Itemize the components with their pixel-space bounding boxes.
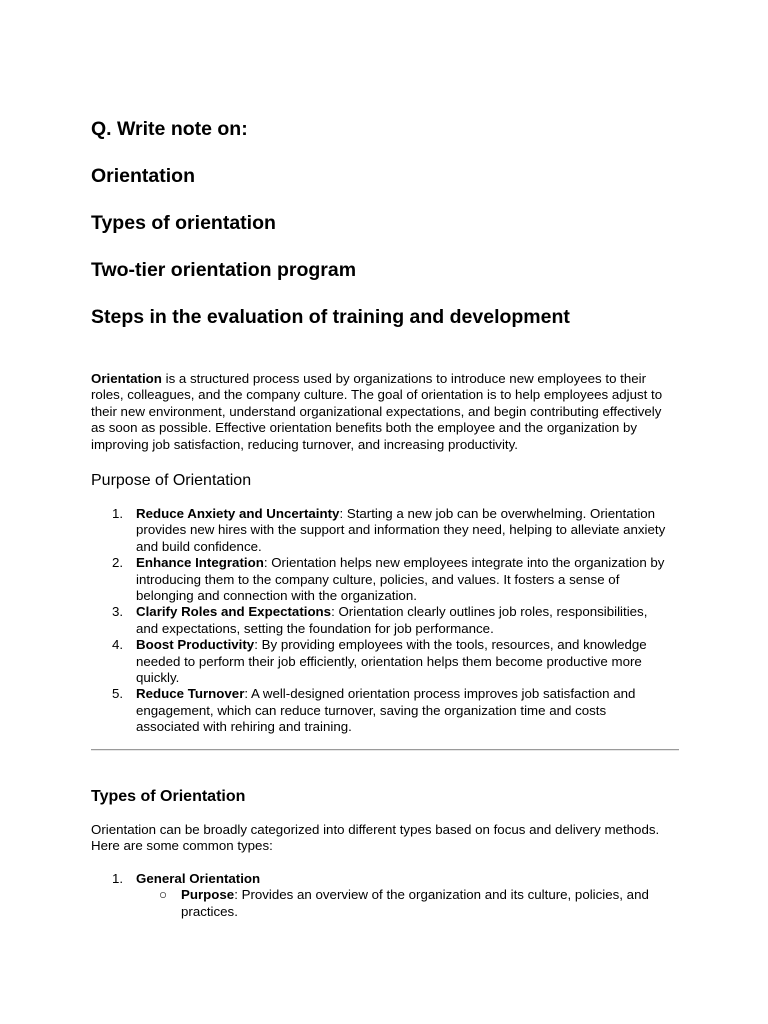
list-item-term: Reduce Anxiety and Uncertainty [136,506,340,521]
purpose-heading: Purpose of Orientation [91,472,252,489]
list-item-number: 2. [112,555,124,571]
list-item-text: : By providing employees with the tools, resources, and knowledge needed to perform their job efficiently, orientation helps them become productive more quickly. [136,637,647,686]
list-item-text: : Orientation helps new employees integrate into the organization by introducing them to the company culture, policies, and values. It fosters a sense of belonging and connection with the organization. [136,555,665,604]
list-item-number: 3. [112,604,124,620]
list-item-text: : A well-designed orientation process improves job satisfaction and engagement, which can reduce turnover, saving the organization time and costs associated with rehiring and training. [136,686,636,735]
list-item-text: : Orientation clearly outlines job roles, responsibilities, and expectations, setting the foundation for job performance. [136,604,648,636]
list-item-term: Enhance Integration [136,555,264,571]
types-heading: Types of Orientation [91,788,246,805]
list-item-term: Clarify Roles and Expectations [136,604,332,620]
list-item [91,637,667,686]
list-item-term: Reduce Turnover [136,686,245,702]
circle-bullet-icon: ○ [159,887,168,903]
list-item-title: General Orientation [136,871,261,886]
sub-list-item-term: Purpose [181,887,235,903]
question-item-types-of-orientation: Types of orientation [91,212,276,234]
types-intro-paragraph: Orientation can be broadly categorized into different types based on focus and delivery methods. Here are some common types: [91,822,660,854]
horizontal-divider [91,749,679,751]
intro-text: is a structured process used by organizations to introduce new employees to their roles, colleagues, and the company culture. The goal of orientation is to help employees adjust to their new environment, understand organizational expectations, and begin contributing effectively as soon as possible. Effective orientation benefits both the employee and the organization by improving job satisfaction, reducing turnover, and increasing productivity. [91,371,663,452]
purpose-list [91,506,679,736]
list-item [91,604,667,637]
list-item-number: 4. [112,637,124,653]
list-item-number: 1. [112,871,124,886]
sub-list-item [136,887,667,920]
list-item-number: 1. [112,506,124,521]
types-list [91,871,679,920]
list-item-number: 5. [112,686,124,702]
list-item-term: Boost Productivity [136,637,255,653]
question-title: Q. Write note on: [91,118,248,140]
list-item-text: : Starting a new job can be overwhelming. Orientation provides new hires with the support and information they need, helping to alleviate anxiety and build confidence. [136,506,666,554]
list-item [91,506,667,555]
intro-term: Orientation [91,371,162,386]
intro-paragraph [91,371,679,453]
list-item [91,871,667,920]
question-item-orientation: Orientation [91,165,196,187]
list-item [91,686,667,735]
list-item [91,555,667,604]
sub-list-item-text: : Provides an overview of the organization and its culture, policies, and practices. [181,887,649,919]
sub-list [136,887,667,920]
question-item-two-tier-program: Two-tier orientation program [91,259,357,281]
question-item-evaluation-steps: Steps in the evaluation of training and development [91,306,570,328]
